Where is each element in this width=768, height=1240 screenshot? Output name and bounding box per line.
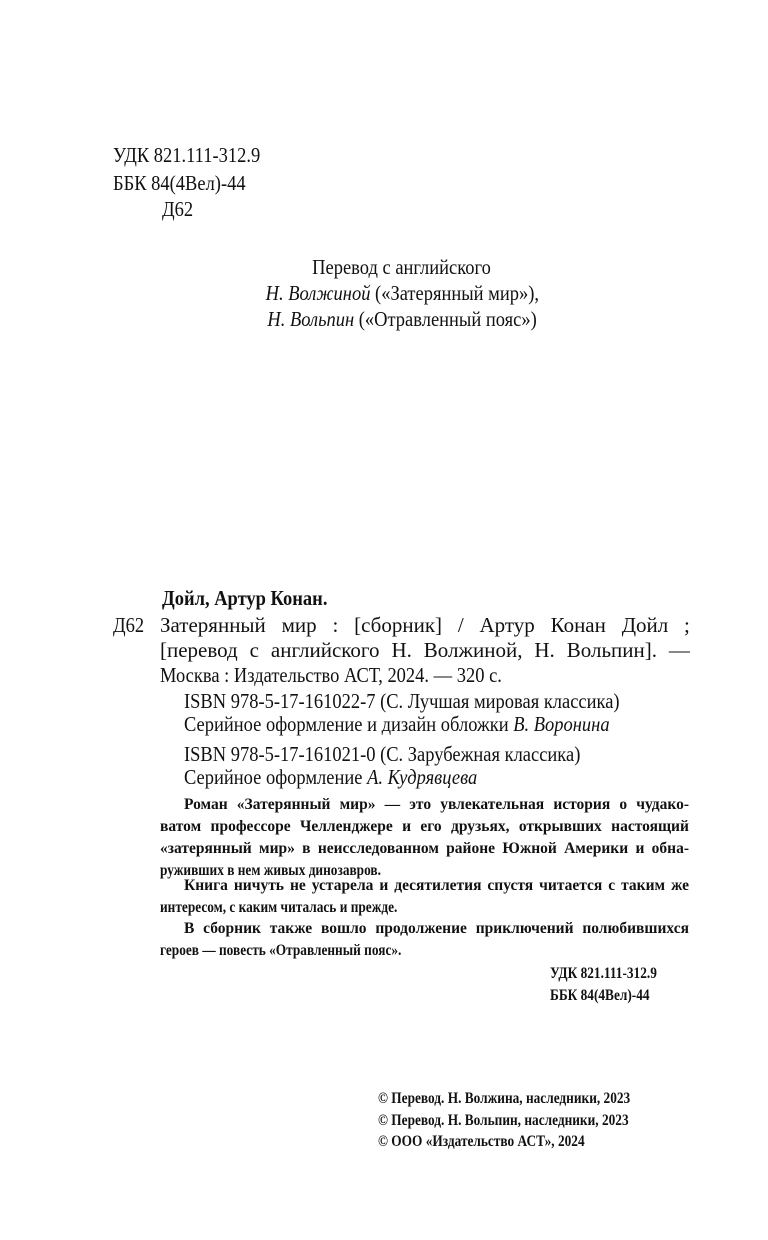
annotation-line: руживших в нем живых динозавров. [160, 862, 381, 879]
word: ; [684, 613, 690, 637]
word: мир» [339, 796, 376, 813]
author-heading: Дойл, Артур Конан. [162, 586, 328, 610]
word: приключений [475, 920, 574, 937]
translation-heading: Перевод с английского [312, 255, 492, 279]
word: настоящий [611, 818, 689, 835]
isbn-1: ISBN 978-5-17-161022-7 (С. Лучшая мировая классика) [184, 689, 620, 713]
bbk-code-top: ББК 84(4Вел)-44 [113, 171, 246, 195]
design-2-name: А. Кудрявцева [367, 765, 478, 789]
word: Н. [391, 638, 412, 662]
translator-1-line [130, 280, 674, 306]
word: [сборник] [354, 613, 443, 637]
translator-1-work: («Затерянный мир»), [374, 281, 539, 305]
word: таким [621, 877, 666, 894]
word: обна- [651, 840, 689, 857]
word: Н. [534, 638, 555, 662]
word: — [668, 638, 690, 662]
translation-credits [130, 254, 674, 332]
word: «Затерянный [236, 796, 331, 813]
word: не [289, 877, 306, 894]
word: увлекательная [440, 796, 545, 813]
translator-2-line [130, 306, 674, 332]
isbn-2: ISBN 978-5-17-161021-0 (С. Зарубежная классика) [184, 742, 581, 766]
design-1-prefix: Серийное оформление и дизайн обложки [184, 712, 509, 736]
author-mark-top: Д62 [162, 197, 194, 221]
design-1-name: В. Воронина [513, 712, 610, 736]
word: это [409, 796, 432, 813]
word: и [635, 840, 645, 857]
annotation-line [160, 838, 689, 860]
annotation-line [184, 794, 689, 816]
word: неисследованном [317, 840, 439, 857]
author-mark: Д62 [113, 613, 145, 637]
word: друзьях, [451, 818, 510, 835]
bbk-code-bottom: ББК 84(4Вел)-44 [550, 987, 650, 1004]
word: мир [281, 613, 317, 637]
word: спустя [487, 877, 534, 894]
word: устарела [311, 877, 374, 894]
design-2-prefix: Серийное оформление [184, 765, 363, 789]
word: вошло [320, 920, 367, 937]
word: в [302, 840, 311, 857]
word: открывших [518, 818, 602, 835]
copyright-line: © Перевод. Н. Волжина, наследники, 2023 [378, 1090, 631, 1107]
biblio-line-1 [160, 612, 690, 638]
word: с [249, 638, 259, 662]
word: мир» [259, 840, 295, 857]
word: продолжение [375, 920, 467, 937]
translator-1-name: Н. Волжиной [265, 281, 371, 305]
word: история [553, 796, 611, 813]
word: десятилетия [394, 877, 482, 894]
word: : [332, 613, 339, 637]
word: ничуть [233, 877, 285, 894]
biblio-line-2 [160, 637, 690, 663]
copyright-line: © Перевод. Н. Вольпин, наследники, 2023 [378, 1112, 629, 1129]
word: Дойл [621, 613, 669, 637]
word: / [457, 613, 464, 637]
word: Артур [479, 613, 535, 637]
word: Конан [550, 613, 606, 637]
word: ватом [160, 818, 202, 835]
word: Книга [184, 877, 228, 894]
word: В [184, 920, 195, 937]
word: профессоре [210, 818, 291, 835]
word: «затерянный [160, 840, 252, 857]
annotation-line: героев — повесть «Отравленный пояс». [160, 942, 402, 959]
word: сборник [203, 920, 261, 937]
annotation-line [160, 816, 689, 838]
word: Челленджере [299, 818, 393, 835]
copyright-line: © ООО «Издательство АСТ», 2024 [378, 1133, 585, 1150]
word: [перевод [160, 638, 238, 662]
word: районе [446, 840, 496, 857]
word: с [608, 877, 616, 894]
udk-code-top: УДК 821.111-312.9 [113, 143, 261, 167]
translator-2-work: («Отравленный пояс») [358, 307, 537, 331]
word: Вольпин]. [566, 638, 657, 662]
udk-code-bottom: УДК 821.111-312.9 [550, 965, 657, 982]
word: Волжиной, [423, 638, 523, 662]
word: Роман [184, 796, 228, 813]
word: и [402, 818, 411, 835]
word: Америки [564, 840, 629, 857]
annotation-line [184, 918, 689, 940]
word: его [420, 818, 442, 835]
biblio-line-3: Москва : Издательство АСТ, 2024. — 320 с. [160, 663, 502, 687]
translator-2-name: Н. Вольпин [267, 307, 355, 331]
word: же [671, 877, 689, 894]
word: английского [270, 638, 380, 662]
word: о [619, 796, 628, 813]
design-credit-1 [184, 711, 668, 737]
word: Затерянный [160, 613, 266, 637]
word: и [379, 877, 389, 894]
word: полюбившихся [582, 920, 689, 937]
word: также [269, 920, 313, 937]
annotation-line: интересом, с каким читалась и прежде. [160, 899, 398, 916]
word: — [384, 796, 401, 813]
word: Южной [502, 840, 557, 857]
annotation-line [184, 875, 689, 897]
word: читается [539, 877, 603, 894]
word: чудако- [636, 796, 689, 813]
design-credit-2 [184, 764, 517, 790]
